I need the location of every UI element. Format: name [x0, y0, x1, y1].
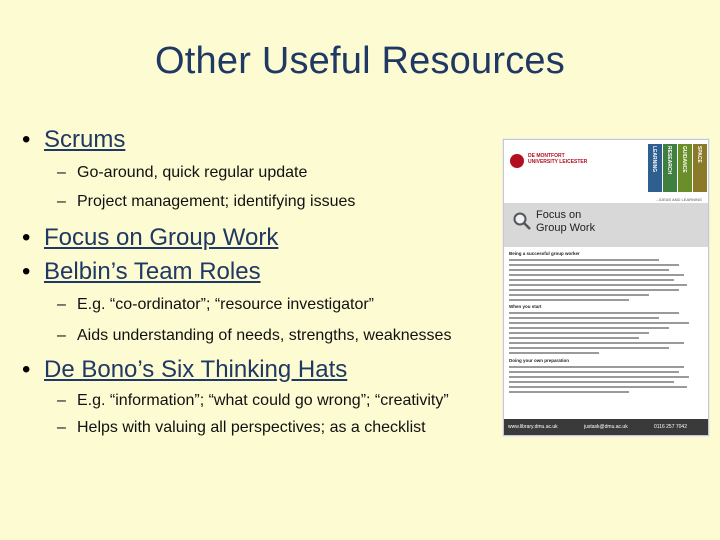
bullet-de-bono	[22, 356, 347, 384]
text-line	[509, 289, 679, 291]
bullet-dot: •	[22, 356, 31, 383]
text-line	[509, 284, 687, 286]
leaflet-tagline: ...IDEAS AND LEARNING	[655, 197, 702, 202]
text-line	[509, 342, 684, 344]
text-line	[509, 259, 659, 261]
subitem	[57, 164, 307, 182]
dash: –	[57, 327, 66, 344]
subitem-text: Project management; identifying issues	[77, 193, 356, 210]
stripe-label: SPACE	[696, 146, 702, 163]
leaflet-heading-band	[504, 203, 708, 247]
subitem-text: Go-around, quick regular update	[77, 164, 308, 181]
text-line	[509, 386, 687, 388]
subitem-text: Aids understanding of needs, strengths, weaknesses	[77, 327, 452, 344]
leaflet-footer	[504, 419, 708, 435]
text-line	[509, 279, 674, 281]
text-line	[509, 391, 629, 393]
text-line	[509, 312, 679, 314]
text-line	[509, 294, 649, 296]
footer-web: www.library.dmu.ac.uk	[508, 424, 558, 430]
leaflet-section-title: Doing your own preparation	[509, 358, 570, 363]
text-line	[509, 269, 669, 271]
stripe-label: RESEARCH	[666, 146, 672, 175]
dash: –	[57, 419, 66, 436]
subitem	[57, 193, 355, 211]
stripe	[648, 144, 662, 192]
slide-title: Other Useful Resources	[155, 40, 565, 82]
dash: –	[57, 164, 66, 181]
footer-email: justask@dmu.ac.uk	[584, 424, 628, 430]
text-line	[509, 299, 629, 301]
text-line	[509, 371, 679, 373]
subitem-text: Helps with valuing all perspectives; as a checklist	[77, 419, 426, 436]
stripe	[693, 144, 707, 192]
text-line	[509, 347, 669, 349]
text-line	[509, 327, 669, 329]
text-line	[509, 376, 689, 378]
dash: –	[57, 296, 66, 313]
magnifier-icon	[512, 211, 532, 231]
bullet-scrums	[22, 126, 125, 154]
link-focus-group-work[interactable]: Focus on Group Work	[44, 224, 279, 251]
leaflet-heading	[536, 209, 595, 235]
text-line	[509, 332, 649, 334]
text-line	[509, 352, 599, 354]
link-belbin[interactable]: Belbin’s Team Roles	[44, 258, 261, 285]
leaflet-heading-line1: Focus on	[536, 209, 582, 221]
leaflet-heading-line2: Group Work	[536, 222, 596, 234]
text-line	[509, 381, 674, 383]
bullet-dot: •	[22, 258, 31, 285]
leaflet-header	[504, 140, 708, 196]
bullet-dot: •	[22, 224, 31, 251]
text-line	[509, 366, 684, 368]
subitem	[57, 392, 449, 410]
text-line	[509, 337, 639, 339]
university-logo-icon	[510, 154, 524, 168]
stripe	[678, 144, 692, 192]
bullet-focus-group-work	[22, 224, 278, 252]
subitem	[57, 327, 451, 345]
link-scrums[interactable]: Scrums	[44, 126, 126, 153]
subitem-text: E.g. “co-ordinator”; “resource investigator”	[77, 296, 374, 313]
link-de-bono[interactable]: De Bono’s Six Thinking Hats	[44, 356, 348, 383]
stripe-label: GUIDANCE	[681, 146, 687, 173]
dash: –	[57, 392, 66, 409]
footer-phone: 0116 257 7042	[654, 424, 687, 430]
subitem	[57, 296, 374, 314]
subitem-text: E.g. “information”; “what could go wrong”; “creativity”	[77, 392, 449, 409]
leaflet-section-title: When you start	[509, 304, 542, 309]
text-line	[509, 322, 689, 324]
subitem	[57, 419, 426, 437]
text-line	[509, 264, 679, 266]
leaflet-stripes	[648, 144, 706, 192]
bullet-belbin	[22, 258, 261, 286]
stripe	[663, 144, 677, 192]
bullet-dot: •	[22, 126, 31, 153]
stripe-label: LEARNING	[651, 146, 657, 173]
text-line	[509, 317, 659, 319]
leaflet-section-title: Being a successful group worker	[509, 251, 580, 256]
text-line	[509, 274, 684, 276]
dash: –	[57, 193, 66, 210]
leaflet-thumbnail	[503, 139, 709, 436]
university-name: DE MONTFORT UNIVERSITY LEICESTER	[528, 153, 588, 165]
